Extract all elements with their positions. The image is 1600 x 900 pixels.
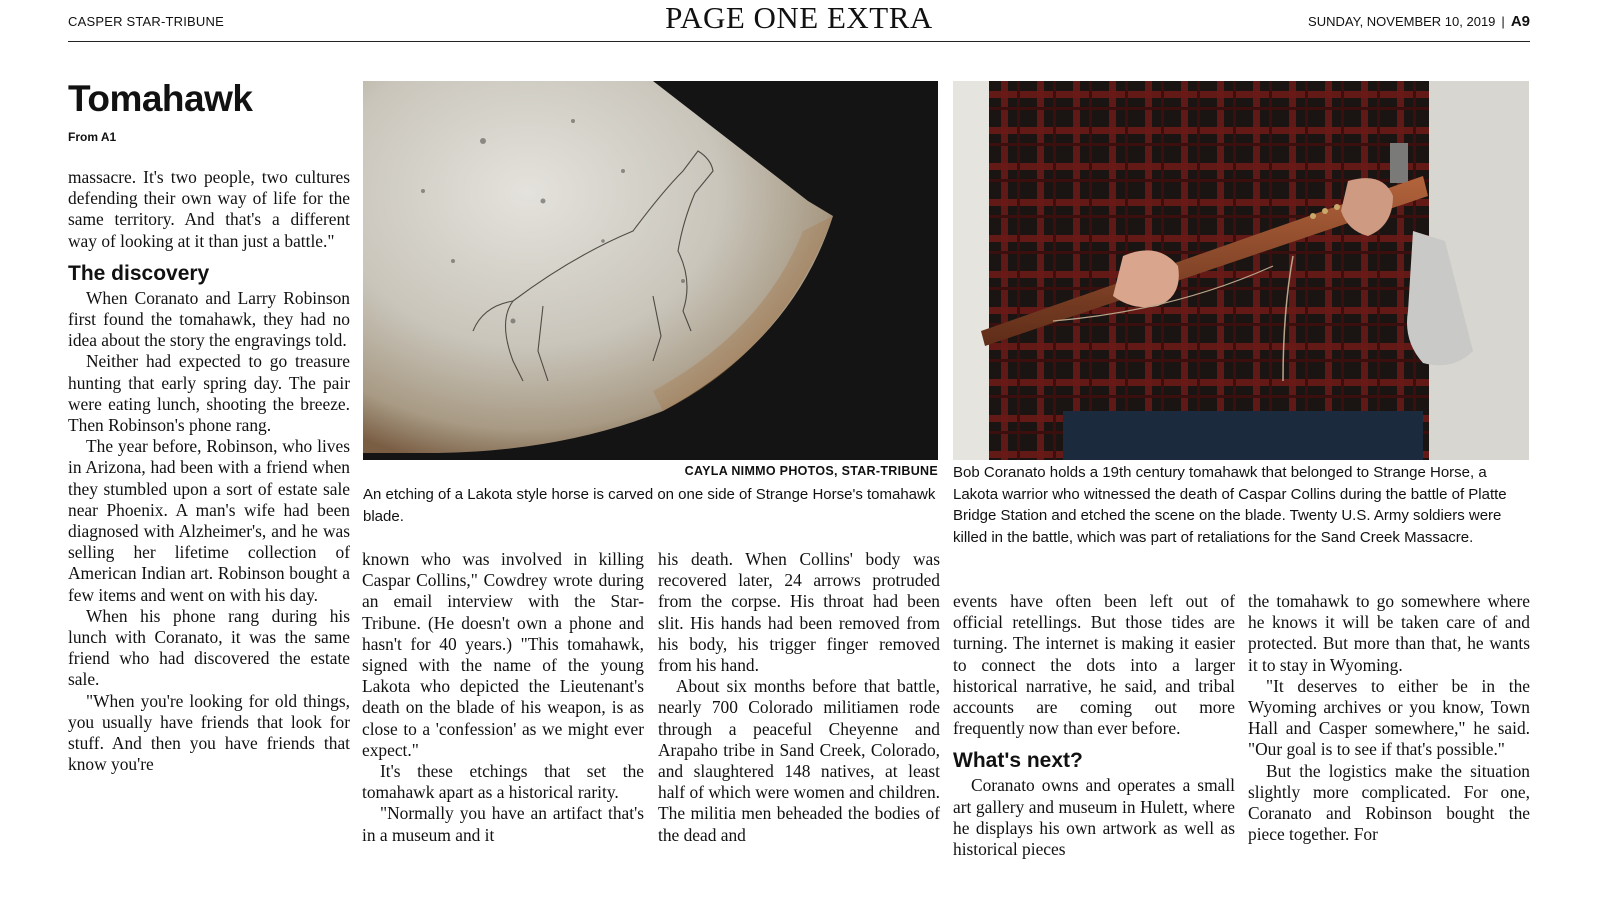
- date-and-page: [1308, 13, 1530, 30]
- article-column-1: [68, 167, 350, 900]
- tomahawk-portrait-image: [953, 81, 1529, 460]
- paragraph: events have often been left out of official retellings. But those tides are turning. The internet is making it easier to connect the dots into a larger historical narrative, he said, and tribal accounts are coming out more frequently now than ever before.: [953, 591, 1235, 739]
- publication-name: CASPER STAR-TRIBUNE: [68, 14, 224, 29]
- paragraph: known who was involved in killing Caspar Collins," Cowdrey wrote during an email interview with the Star-Tribune. (He doesn't own a phone and hasn't for 40 years.) "This tomahawk, signed with the name of the young Lakota who depicted the Lieutenant's death on the blade of his weapon, is as close to a 'confession' as we might ever expect.": [362, 549, 644, 760]
- paragraph: the tomahawk to go somewhere where he knows it will be taken care of and protected. But more than that, he wants it to stay in Wyoming.: [1248, 591, 1530, 675]
- header-separator: |: [1501, 14, 1505, 29]
- paragraph: It's these etchings that set the tomahawk apart as a historical rarity.: [362, 761, 644, 803]
- photo-credit: CAYLA NIMMO PHOTOS, STAR-TRIBUNE: [684, 464, 938, 478]
- subhead-whats-next: What's next?: [953, 749, 1083, 773]
- page-header: [68, 0, 1530, 42]
- photo-blade-etching: [363, 81, 938, 460]
- article-column-2: [362, 549, 644, 900]
- issue-date: SUNDAY, NOVEMBER 10, 2019: [1308, 14, 1496, 29]
- article-column-3: [658, 549, 940, 900]
- photo-man-holding-tomahawk: [953, 81, 1529, 460]
- blade-etching-image: [363, 81, 938, 460]
- section-title: PAGE ONE EXTRA: [665, 0, 933, 35]
- paragraph: The year before, Robinson, who lives in Arizona, had been with a friend when they stumbled upon a sort of estate sale near Phoenix. A man's wife had been diagnosed with Alzheimer's, and he was selling her lifetime collection of American Indian art. Robinson bought a few items and went on with his day.: [68, 436, 350, 605]
- paragraph: When his phone rang during his lunch with Coranato, it was the same friend who had discovered the estate sale.: [68, 605, 350, 690]
- jump-line: From A1: [68, 130, 117, 144]
- paragraph: When Coranato and Larry Robinson first found the tomahawk, they had no idea about the story the engravings told.: [68, 287, 350, 351]
- paragraph: Neither had expected to go treasure hunting that early spring day. The pair were eating lunch, shooting the breeze. Then Robinson's phone rang.: [68, 351, 350, 436]
- photo-caption-1: An etching of a Lakota style horse is carved on one side of Strange Horse's tomahawk blade.: [363, 486, 936, 525]
- subhead-discovery: The discovery: [68, 261, 210, 285]
- article-headline: Tomahawk: [68, 78, 253, 119]
- article-column-4: [953, 591, 1235, 900]
- paragraph: Coranato owns and operates a small art gallery and museum in Hulett, where he displays his own artwork as well as historical pieces: [953, 775, 1235, 860]
- paragraph: "Normally you have an artifact that's in a museum and it: [362, 803, 644, 845]
- page-number: A9: [1510, 13, 1530, 30]
- paragraph: About six months before that battle, nearly 700 Colorado militiamen rode through a peaceful Cheyenne and Arapaho tribe in Sand Creek, Colorado, and slaughtered 148 natives, at least half of which were women and children. The militia men beheaded the bodies of the dead and: [658, 676, 940, 845]
- article-column-5: [1248, 591, 1530, 900]
- paragraph: massacre. It's two people, two cultures defending their own way of life for the same territory. And that's a different way of looking at it than just a battle.": [68, 167, 350, 251]
- photo-caption-2: Bob Coranato holds a 19th century tomahawk that belonged to Strange Horse, a Lakota warrior who witnessed the death of Caspar Collins during the battle of Platte Bridge Station and etched the scene on the blade. Twenty U.S. Army soldiers were killed in the battle, which was part of retaliations for the Sand Creek Massacre.: [953, 464, 1507, 546]
- paragraph: his death. When Collins' body was recovered later, 24 arrows protruded from the corpse. His throat had been slit. His hands had been removed from his body, his trigger finger removed from his hand.: [658, 549, 940, 676]
- paragraph: "It deserves to either be in the Wyoming archives or you know, Town Hall and Casper somewhere," he said. "Our goal is to see if that's possible.": [1248, 675, 1530, 760]
- paragraph: "When you're looking for old things, you usually have friends that look for stuff. And then you have friends that know you're: [68, 690, 350, 775]
- paragraph: But the logistics make the situation slightly more complicated. For one, Coranato and Robinson bought the piece together. For: [1248, 760, 1530, 845]
